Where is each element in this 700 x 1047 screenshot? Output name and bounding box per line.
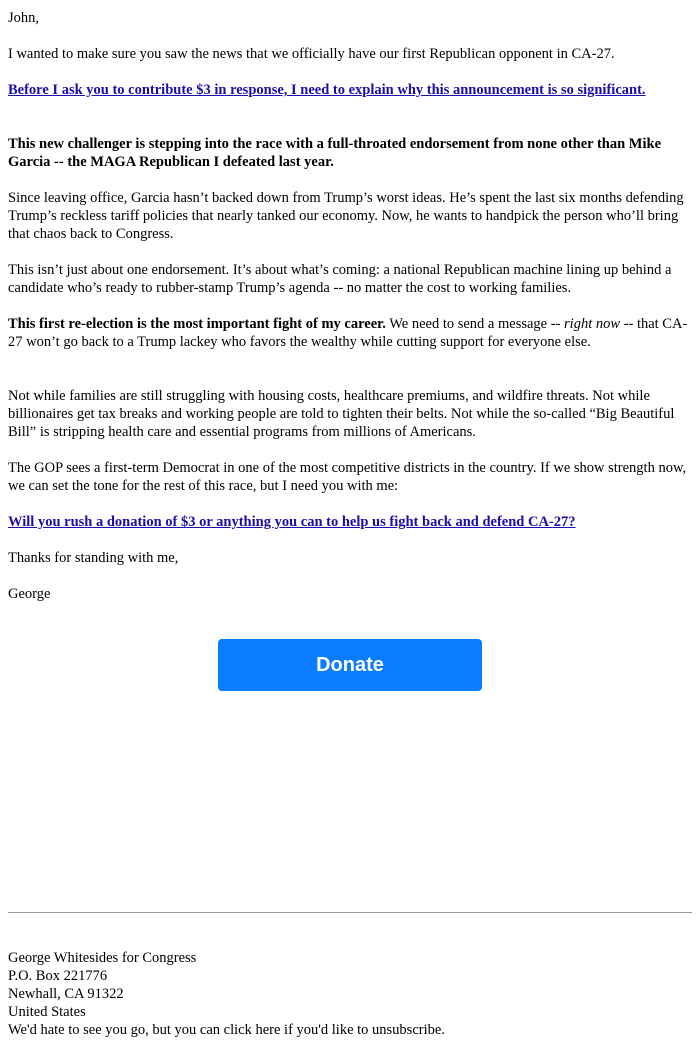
footer-address-line-1: P.O. Box 221776 (8, 968, 108, 984)
paragraph-machine: This isn’t just about one endorsement. It’s about what’s coming: a national Republican machine lining up behind a candidate who’s ready to rubber-stamp Trump’s agenda -- no matter the cost to working families. (8, 262, 672, 296)
paragraph-endorsement (8, 135, 692, 171)
signature: George (8, 586, 51, 602)
paragraph-gop: The GOP sees a first-term Democrat in one of the most competitive districts in the country. If we show strength now, we can set the tone for the rest of this race, but I need you with me: (8, 460, 687, 494)
reelection-text-b: -- that CA-27 won’t go back to a Trump lackey who favors the wealthy while cutting support for everyone else. (8, 316, 688, 350)
footer-address-line-2: Newhall, CA 91322 (8, 986, 124, 1002)
footer-org: George Whitesides for Congress (8, 950, 197, 966)
footer-divider (8, 912, 692, 913)
paragraph-link-1 (8, 81, 692, 99)
paragraph-garcia: Since leaving office, Garcia hasn’t backed down from Trump’s worst ideas. He’s spent the last six months defending Trump’s reckless tariff policies that nearly tanked our economy. Now, he wants to handpick the person who’ll bring that chaos back to Congress. (8, 190, 684, 242)
paragraph-families: Not while families are still struggling with housing costs, healthcare premiums, and wildfire threats. Not while billionaires get tax breaks and working people are told to tighten their belts. Not while the so-called “Big Beautiful Bill” is stripping health care and essential programs from millions of Americans. (8, 388, 675, 440)
explain-significance-link[interactable]: Before I ask you to contribute $3 in response, I need to explain why this announcement is so significant. (8, 82, 646, 98)
rush-donation-link[interactable]: Will you rush a donation of $3 or anything you can to help us fight back and defend CA-27? (8, 514, 576, 530)
donate-button-row (0, 639, 700, 691)
unsubscribe-text[interactable]: We'd hate to see you go, but you can click here if you'd like to unsubscribe. (8, 1022, 445, 1038)
endorsement-bold-text: This new challenger is stepping into the race with a full-throated endorsement from none other than Mike Garcia -- the MAGA Republican I defeated last year. (8, 136, 662, 170)
reelection-bold-text: This first re-election is the most important fight of my career. (8, 316, 386, 332)
reelection-text-a: We need to send a message -- (385, 316, 565, 332)
donate-button[interactable]: Donate (218, 639, 482, 691)
paragraph-intro: I wanted to make sure you saw the news that we officially have our first Republican opponent in CA-27. (8, 46, 615, 62)
paragraph-link-2 (8, 513, 692, 531)
footer-country: United States (8, 1004, 86, 1020)
greeting: John, (8, 10, 40, 26)
footer (8, 949, 692, 1039)
closing-line: Thanks for standing with me, (8, 550, 179, 566)
reelection-italic-text: right now (564, 316, 621, 332)
paragraph-reelection (8, 315, 692, 351)
